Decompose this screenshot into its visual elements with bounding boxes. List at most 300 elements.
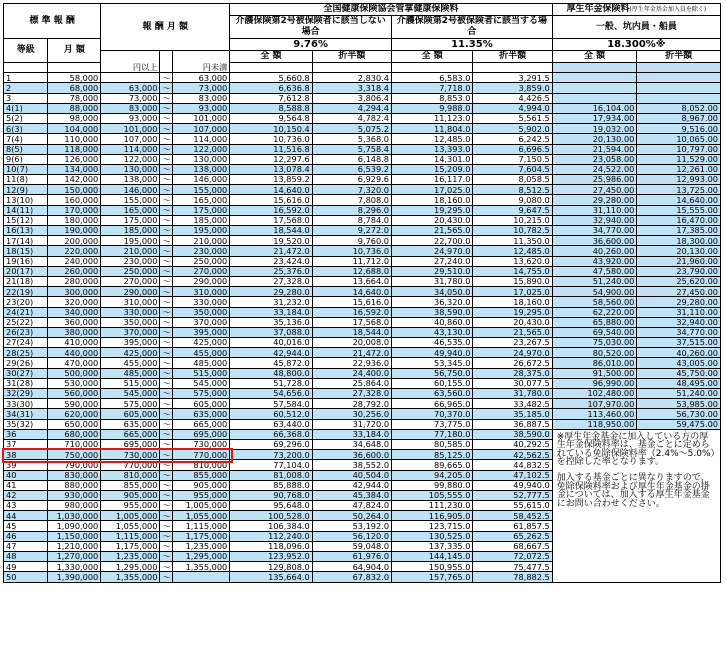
- table-row: [4, 287, 721, 297]
- cell-monthly: 104,000: [48, 124, 101, 134]
- cell-h1full: 112,240.0: [230, 531, 312, 541]
- range-separator: ～: [160, 276, 173, 286]
- cell-h2full: 31,780.0: [392, 276, 473, 286]
- cell-grade: 45: [4, 521, 48, 531]
- cell-h1half: 7,320.0: [312, 185, 391, 195]
- cell-monthly: 1,270,000: [48, 552, 101, 562]
- range-separator: ～: [160, 266, 173, 276]
- cell-from: 1,055,000: [101, 521, 160, 531]
- cell-grade: 28(25): [4, 348, 48, 358]
- cell-phalf: 10,065.00: [637, 134, 721, 144]
- cell-phalf: 8,052.00: [637, 103, 721, 113]
- cell-from: 270,000: [101, 276, 160, 286]
- cell-grade: 37: [4, 439, 48, 449]
- table-row: [4, 175, 721, 185]
- cell-grade: 35(32): [4, 419, 48, 429]
- cell-h2full: 99,880.0: [392, 480, 473, 490]
- cell-monthly: 530,000: [48, 378, 101, 388]
- cell-h2half: 19,295.0: [473, 307, 552, 317]
- table-row: [4, 83, 721, 93]
- cell-h2half: 6,696.5: [473, 144, 552, 154]
- cell-h1full: 90,768.0: [230, 490, 312, 500]
- cell-grade: 15(12): [4, 215, 48, 225]
- cell-h2half: 75,477.5: [473, 562, 552, 572]
- cell-h1full: 13,859.2: [230, 175, 312, 185]
- cell-h2full: 137,335.0: [392, 541, 473, 551]
- cell-phalf: 23,790.00: [637, 266, 721, 276]
- cell-h2half: 9,647.5: [473, 205, 552, 215]
- cell-h1half: 59,048.0: [312, 541, 391, 551]
- cell-to: 1,355,000: [173, 562, 230, 572]
- cell-monthly: 380,000: [48, 327, 101, 337]
- cell-to: 290,000: [173, 276, 230, 286]
- cell-h1full: 6,636.8: [230, 83, 312, 93]
- table-row: [4, 368, 721, 378]
- table-row: [4, 378, 721, 388]
- cell-h2half: 10,215.0: [473, 215, 552, 225]
- cell-to: 185,000: [173, 215, 230, 225]
- cell-h1half: 47,824.0: [312, 501, 391, 511]
- cell-from: 515,000: [101, 378, 160, 388]
- cell-h1full: 7,612.8: [230, 93, 312, 103]
- cell-to: 1,055,000: [173, 511, 230, 521]
- cell-h1full: 54,656.0: [230, 389, 312, 399]
- cell-h1full: 25,376.0: [230, 266, 312, 276]
- remuneration-monthly-header: 報 酬 月 額: [101, 4, 230, 51]
- cell-h2full: 38,590.0: [392, 307, 473, 317]
- cell-from: 114,000: [101, 144, 160, 154]
- cell-grade: 41: [4, 480, 48, 490]
- cell-h1half: 6,539.2: [312, 164, 391, 174]
- cell-h1full: 69,296.0: [230, 439, 312, 449]
- cell-from: 330,000: [101, 307, 160, 317]
- table-row: [4, 73, 721, 83]
- cell-grade: 40: [4, 470, 48, 480]
- from-label: 円以上: [101, 63, 160, 73]
- cell-h2full: 9,988.0: [392, 103, 473, 113]
- range-separator: ～: [160, 572, 173, 582]
- cell-phalf: 13,725.00: [637, 185, 721, 195]
- cell-h1half: 5,075.2: [312, 124, 391, 134]
- range-separator: ～: [160, 124, 173, 134]
- table-row: [4, 154, 721, 164]
- table-row: [4, 348, 721, 358]
- range-separator: ～: [160, 460, 173, 470]
- cell-h1full: 27,328.0: [230, 276, 312, 286]
- range-separator: ～: [160, 93, 173, 103]
- table-row: [4, 164, 721, 174]
- cell-h1full: 57,584.0: [230, 399, 312, 409]
- health-col1-header: 介護保険第2号被保険者に該当しない場合: [230, 16, 392, 39]
- cell-to: 545,000: [173, 378, 230, 388]
- cell-phalf: 51,240.00: [637, 389, 721, 399]
- cell-h1half: 4,294.4: [312, 103, 391, 113]
- cell-h2full: 77,180.0: [392, 429, 473, 439]
- cell-pfull: 65,880.00: [552, 317, 637, 327]
- cell-pfull: 107,970.00: [552, 399, 637, 409]
- cell-h2full: 80,585.0: [392, 439, 473, 449]
- table-row: [4, 266, 721, 276]
- cell-pfull: 36,600.00: [552, 236, 637, 246]
- cell-h1full: 77,104.0: [230, 460, 312, 470]
- cell-pfull: 69,540.00: [552, 327, 637, 337]
- cell-monthly: 1,150,000: [48, 531, 101, 541]
- cell-to: 1,175,000: [173, 531, 230, 541]
- cell-h1half: 8,784.0: [312, 215, 391, 225]
- cell-phalf: 16,470.00: [637, 215, 721, 225]
- cell-h1half: 61,976.0: [312, 552, 391, 562]
- range-separator: ～: [160, 358, 173, 368]
- cell-to: 73,000: [173, 83, 230, 93]
- cell-monthly: 440,000: [48, 348, 101, 358]
- pension-fund-note: [552, 429, 720, 582]
- cell-from: 230,000: [101, 256, 160, 266]
- cell-phalf: 9,516.00: [637, 124, 721, 134]
- cell-grade: 18(15): [4, 246, 48, 256]
- h1-full-header: 全 額: [230, 51, 312, 63]
- cell-h1half: 31,720.0: [312, 419, 391, 429]
- cell-grade: 16(13): [4, 226, 48, 236]
- range-separator: ～: [160, 297, 173, 307]
- cell-from: 155,000: [101, 195, 160, 205]
- cell-h1half: 45,384.0: [312, 490, 391, 500]
- cell-h1full: 129,808.0: [230, 562, 312, 572]
- range-separator: ～: [160, 348, 173, 358]
- cell-to: 101,000: [173, 113, 230, 123]
- cell-to: 855,000: [173, 470, 230, 480]
- range-separator: ～: [160, 480, 173, 490]
- cell-monthly: 88,000: [48, 103, 101, 113]
- cell-h2full: 116,905.0: [392, 511, 473, 521]
- cell-grade: 31(28): [4, 378, 48, 388]
- cell-h2half: 5,902.0: [473, 124, 552, 134]
- cell-pfull: 34,770.00: [552, 226, 637, 236]
- cell-h2full: 8,853.0: [392, 93, 473, 103]
- cell-from: 210,000: [101, 246, 160, 256]
- cell-h1half: 7,808.0: [312, 195, 391, 205]
- cell-to: 310,000: [173, 287, 230, 297]
- cell-h2half: 55,615.0: [473, 501, 552, 511]
- cell-h2half: 8,512.5: [473, 185, 552, 195]
- cell-h2full: 66,965.0: [392, 399, 473, 409]
- cell-h1half: 64,904.0: [312, 562, 391, 572]
- grade-header: 等級: [4, 39, 48, 63]
- cell-monthly: 650,000: [48, 419, 101, 429]
- cell-monthly: 410,000: [48, 338, 101, 348]
- table-row: [4, 103, 721, 113]
- cell-phalf: [637, 93, 721, 103]
- cell-grade: 10(7): [4, 164, 48, 174]
- cell-to: 195,000: [173, 226, 230, 236]
- cell-pfull: [552, 93, 637, 103]
- cell-to: 515,000: [173, 368, 230, 378]
- range-separator: ～: [160, 164, 173, 174]
- cell-h2half: 14,755.0: [473, 266, 552, 276]
- cell-grade: 32(29): [4, 389, 48, 399]
- cell-grade: 47: [4, 541, 48, 551]
- cell-h1half: 34,648.0: [312, 439, 391, 449]
- cell-h1half: 9,760.0: [312, 236, 391, 246]
- cell-phalf: 34,770.00: [637, 327, 721, 337]
- cell-from: 195,000: [101, 236, 160, 246]
- cell-monthly: 110,000: [48, 134, 101, 144]
- cell-grade: 1: [4, 73, 48, 83]
- cell-h1half: 4,782.4: [312, 113, 391, 123]
- cell-grade: 33(30): [4, 399, 48, 409]
- cell-phalf: 21,960.00: [637, 256, 721, 266]
- cell-monthly: 150,000: [48, 185, 101, 195]
- cell-h1half: 27,328.0: [312, 389, 391, 399]
- cell-h2half: 58,452.5: [473, 511, 552, 521]
- cell-pfull: 113,460.00: [552, 409, 637, 419]
- cell-h2half: 78,882.5: [473, 572, 552, 582]
- range-separator: ～: [160, 419, 173, 429]
- cell-to: 370,000: [173, 317, 230, 327]
- p-full-header: 全 額: [552, 51, 637, 63]
- cell-h2full: 11,804.0: [392, 124, 473, 134]
- cell-h2half: 36,887.5: [473, 419, 552, 429]
- table-row: [4, 358, 721, 368]
- cell-phalf: [637, 83, 721, 93]
- h2-half-header: 折半額: [473, 51, 552, 63]
- cell-h2full: 19,295.0: [392, 205, 473, 215]
- cell-h2full: 18,160.0: [392, 195, 473, 205]
- cell-to: 146,000: [173, 175, 230, 185]
- cell-h1half: 11,712.0: [312, 256, 391, 266]
- cell-pfull: 51,240.00: [552, 276, 637, 286]
- cell-h2full: 16,117.0: [392, 175, 473, 185]
- cell-monthly: 830,000: [48, 470, 101, 480]
- cell-to: 250,000: [173, 256, 230, 266]
- cell-to: 107,000: [173, 124, 230, 134]
- cell-to: 138,000: [173, 164, 230, 174]
- cell-grade: 44: [4, 511, 48, 521]
- cell-h1full: 66,368.0: [230, 429, 312, 439]
- cell-h1full: 33,184.0: [230, 307, 312, 317]
- cell-pfull: [552, 73, 637, 83]
- cell-pfull: 62,220.00: [552, 307, 637, 317]
- cell-h1half: 24,400.0: [312, 368, 391, 378]
- health-insurance-title: 全国健康保険協会管掌健康保険料: [230, 4, 553, 16]
- cell-h2full: 17,025.0: [392, 185, 473, 195]
- monthly-amount-header: 月 額: [48, 39, 101, 63]
- cell-to: 1,295,000: [173, 552, 230, 562]
- cell-phalf: 37,515.00: [637, 338, 721, 348]
- cell-h1half: 30,256.0: [312, 409, 391, 419]
- to-label: 円未満: [173, 63, 230, 73]
- cell-h1full: 40,016.0: [230, 338, 312, 348]
- range-separator: ～: [160, 450, 173, 460]
- cell-pfull: 75,030.00: [552, 338, 637, 348]
- cell-h2half: 28,375.0: [473, 368, 552, 378]
- cell-from: 695,000: [101, 439, 160, 449]
- pension-title: 厚生年金保険料(厚生年金基金加入員を除く): [552, 4, 720, 16]
- cell-from: 130,000: [101, 164, 160, 174]
- cell-from: 770,000: [101, 460, 160, 470]
- cell-from: 455,000: [101, 358, 160, 368]
- cell-monthly: 620,000: [48, 409, 101, 419]
- cell-from: 165,000: [101, 205, 160, 215]
- cell-h1half: 20,008.0: [312, 338, 391, 348]
- cell-from: 425,000: [101, 348, 160, 358]
- cell-h1full: 14,640.0: [230, 185, 312, 195]
- range-separator: ～: [160, 154, 173, 164]
- cell-from: 350,000: [101, 317, 160, 327]
- cell-to: 350,000: [173, 307, 230, 317]
- cell-from: 810,000: [101, 470, 160, 480]
- cell-to: 155,000: [173, 185, 230, 195]
- cell-h1full: 8,588.8: [230, 103, 312, 113]
- cell-h2half: 7,150.5: [473, 154, 552, 164]
- cell-grade: 19(16): [4, 256, 48, 266]
- cell-pfull: 96,990.00: [552, 378, 637, 388]
- cell-h2full: 20,430.0: [392, 215, 473, 225]
- table-row: [4, 226, 721, 236]
- cell-pfull: 118,950.00: [552, 419, 637, 429]
- cell-to: 425,000: [173, 338, 230, 348]
- cell-to: 63,000: [173, 73, 230, 83]
- cell-from: 290,000: [101, 287, 160, 297]
- cell-h2half: 47,102.5: [473, 470, 552, 480]
- cell-h2half: 21,565.0: [473, 327, 552, 337]
- cell-grade: 12(9): [4, 185, 48, 195]
- cell-to: 810,000: [173, 460, 230, 470]
- cell-monthly: 710,000: [48, 439, 101, 449]
- cell-monthly: 750,000: [48, 450, 101, 460]
- cell-phalf: 53,985.00: [637, 399, 721, 409]
- cell-from: 575,000: [101, 399, 160, 409]
- cell-phalf: 32,940.00: [637, 317, 721, 327]
- cell-phalf: 20,130.00: [637, 246, 721, 256]
- cell-h2full: 11,123.0: [392, 113, 473, 123]
- cell-from: 175,000: [101, 215, 160, 225]
- cell-monthly: 590,000: [48, 399, 101, 409]
- cell-monthly: 240,000: [48, 256, 101, 266]
- cell-h2full: 89,665.0: [392, 460, 473, 470]
- cell-h2full: 123,715.0: [392, 521, 473, 531]
- cell-grade: 4(1): [4, 103, 48, 113]
- range-separator: ～: [160, 215, 173, 225]
- from-label-spacer: [101, 51, 160, 63]
- cell-h1half: 53,192.0: [312, 521, 391, 531]
- cell-h2half: 4,994.0: [473, 103, 552, 113]
- table-row: [4, 195, 721, 205]
- cell-h2full: 22,700.0: [392, 236, 473, 246]
- range-separator: ～: [160, 389, 173, 399]
- cell-phalf: 29,280.00: [637, 297, 721, 307]
- cell-h2full: 60,155.0: [392, 378, 473, 388]
- cell-h1full: 21,472.0: [230, 246, 312, 256]
- cell-h2full: 36,320.0: [392, 297, 473, 307]
- cell-h1full: 48,800.0: [230, 368, 312, 378]
- cell-monthly: 1,390,000: [48, 572, 101, 582]
- standard-remuneration-header: 標 準 報 酬: [4, 4, 101, 39]
- cell-monthly: 680,000: [48, 429, 101, 439]
- cell-monthly: 126,000: [48, 154, 101, 164]
- cell-h2full: 27,240.0: [392, 256, 473, 266]
- p-half-header: 折半額: [637, 51, 721, 63]
- cell-h2full: 34,050.0: [392, 287, 473, 297]
- cell-h2half: 9,080.0: [473, 195, 552, 205]
- cell-h2full: 144,145.0: [392, 552, 473, 562]
- range-separator: ～: [160, 226, 173, 236]
- cell-h2half: 4,426.5: [473, 93, 552, 103]
- cell-grade: 23(20): [4, 297, 48, 307]
- cell-from: 1,175,000: [101, 541, 160, 551]
- cell-monthly: 220,000: [48, 246, 101, 256]
- cell-phalf: 25,620.00: [637, 276, 721, 286]
- cell-monthly: 260,000: [48, 266, 101, 276]
- range-separator: ～: [160, 256, 173, 266]
- cell-monthly: 1,030,000: [48, 511, 101, 521]
- cell-h2half: 3,859.0: [473, 83, 552, 93]
- cell-h1half: 13,664.0: [312, 276, 391, 286]
- cell-monthly: 160,000: [48, 195, 101, 205]
- cell-monthly: 170,000: [48, 205, 101, 215]
- cell-h2full: 150,955.0: [392, 562, 473, 572]
- cell-h1full: 19,520.0: [230, 236, 312, 246]
- range-separator: ～: [160, 562, 173, 572]
- cell-h1half: 8,296.0: [312, 205, 391, 215]
- cell-phalf: 56,730.00: [637, 409, 721, 419]
- cell-from: 250,000: [101, 266, 160, 276]
- cell-pfull: 19,032.00: [552, 124, 637, 134]
- cell-phalf: 45,750.00: [637, 368, 721, 378]
- cell-from: 1,355,000: [101, 572, 160, 582]
- cell-monthly: 470,000: [48, 358, 101, 368]
- range-separator: ～: [160, 327, 173, 337]
- cell-to: 1,005,000: [173, 501, 230, 511]
- cell-grade: 21(18): [4, 276, 48, 286]
- cell-to: 605,000: [173, 399, 230, 409]
- cell-from: 146,000: [101, 185, 160, 195]
- cell-pfull: 32,940.00: [552, 215, 637, 225]
- cell-grade: 24(21): [4, 307, 48, 317]
- cell-from: 1,235,000: [101, 552, 160, 562]
- cell-h2full: 24,970.0: [392, 246, 473, 256]
- cell-to: 165,000: [173, 195, 230, 205]
- range-separator: ～: [160, 511, 173, 521]
- cell-pfull: 102,480.00: [552, 389, 637, 399]
- cell-h1half: 16,592.0: [312, 307, 391, 317]
- cell-h1half: 14,640.0: [312, 287, 391, 297]
- cell-to: 395,000: [173, 327, 230, 337]
- cell-h2full: 56,750.0: [392, 368, 473, 378]
- insurance-premium-table: [3, 3, 721, 583]
- cell-monthly: 142,000: [48, 175, 101, 185]
- cell-monthly: 118,000: [48, 144, 101, 154]
- cell-monthly: 280,000: [48, 276, 101, 286]
- cell-h2full: 49,940.0: [392, 348, 473, 358]
- cell-h1full: 13,078.4: [230, 164, 312, 174]
- range-separator: ～: [160, 490, 173, 500]
- cell-h1full: 63,440.0: [230, 419, 312, 429]
- cell-h1half: 25,864.0: [312, 378, 391, 388]
- cell-h2full: 70,370.0: [392, 409, 473, 419]
- cell-grade: 6(3): [4, 124, 48, 134]
- cell-phalf: 12,261.00: [637, 164, 721, 174]
- table-row: [4, 327, 721, 337]
- cell-h2half: 11,350.0: [473, 236, 552, 246]
- cell-to: 93,000: [173, 103, 230, 113]
- cell-h2half: 8,058.5: [473, 175, 552, 185]
- cell-h2full: 6,583.0: [392, 73, 473, 83]
- cell-pfull: 17,934.00: [552, 113, 637, 123]
- cell-from: 635,000: [101, 419, 160, 429]
- cell-h2half: 15,890.0: [473, 276, 552, 286]
- cell-to: 905,000: [173, 480, 230, 490]
- cell-h1half: 10,736.0: [312, 246, 391, 256]
